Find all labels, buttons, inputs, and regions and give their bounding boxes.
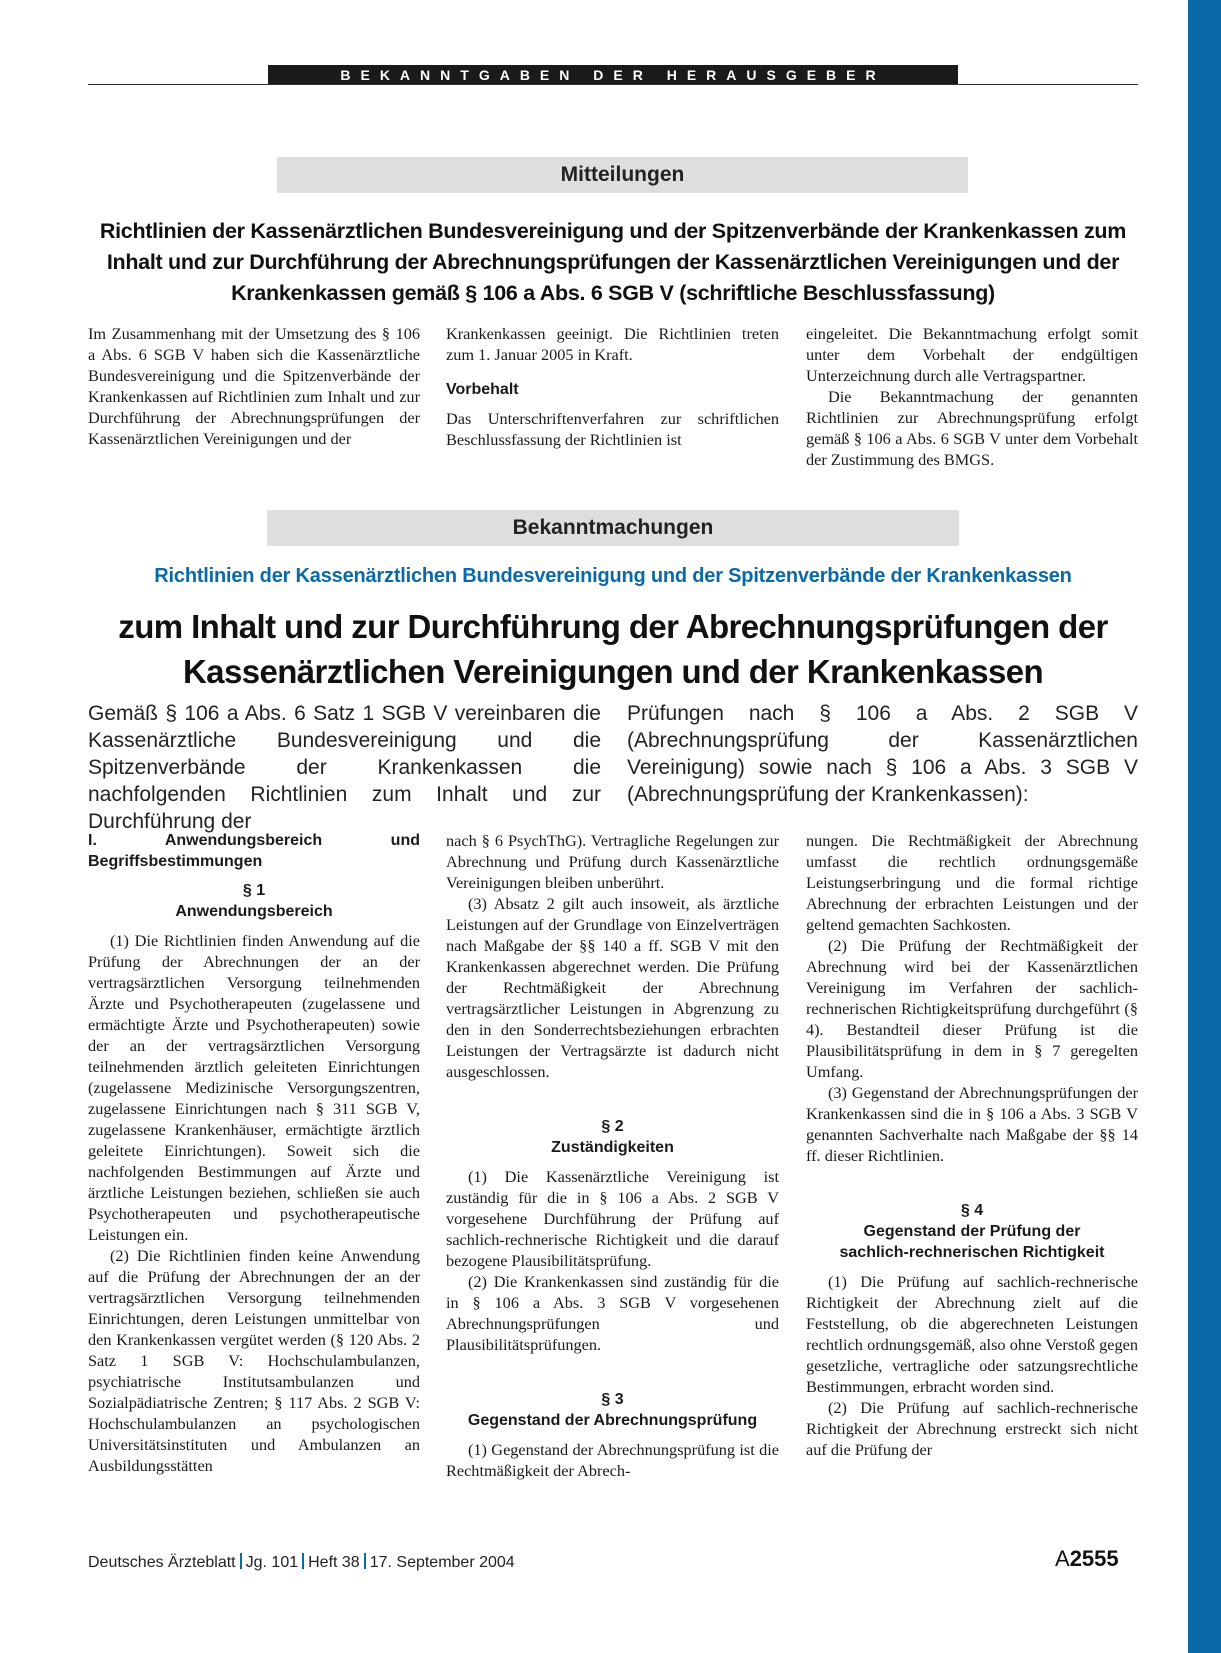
paragraph-3-heading — [446, 1389, 779, 1431]
footer-date: 17. September 2004 — [369, 1554, 515, 1571]
p3-absatz-1: (1) Gegenstand der Abrechnungsprüfung ist die Rechtmäßigkeit der Abrech- — [446, 1440, 779, 1480]
vorbehalt-heading: Vorbehalt — [446, 381, 519, 398]
body-col-2 — [446, 830, 779, 1481]
paragraph-4-title-1: Gegenstand der Prüfung der — [863, 1223, 1081, 1240]
p1-absatz-1: (1) Die Richtlinien finden Anwendung auf die Prüfung der Abrechnungen der an der vertragsärztlichen Versorgung teilnehmenden Ärzte und Psychotherapeuten (zugelassene und ermächtigte Ärzte und Psychotherapeuten) sowie der an der vertragsärztlichen Versorgung teilnehmenden ärztlich geleiteten Einrichtungen (zugelassene Medizinische Versorgungszentren, zugelassene Einrichtungen nach § 311 SGB V, zugelassene Krankenhäuser, ermächtigte ärztlich geleitete Einrichtungen). Soweit sich die nachfolgenden Bestimmungen auf Ärzte und ärztliche Leistungen beziehen, schließen sie auch Psychotherapeuten und psychotherapeutische Leistungen ein. — [88, 931, 420, 1244]
header-rule — [88, 84, 1138, 85]
footer-journal: Deutsches Ärzteblatt — [88, 1554, 236, 1571]
paragraph-3-title: Gegenstand der Abrechnungsprüfung — [467, 1412, 758, 1429]
title-line-1: zum Inhalt und zur Durchführung der Abrechnungsprüfungen der — [118, 608, 1108, 645]
bekanntmachungen-title — [88, 604, 1138, 694]
p1-absatz-2: (2) Die Richtlinien finden keine Anwendung auf die Prüfung der Abrechnungen der an der vertragsärztlichen Versorgung teilnehmenden Einrichtungen, deren Leistungen unmittelbar von den Krankenkassen vergütet werden (§ 120 Abs. 2 Satz 1 SGB V: Hochschulambulanzen, psychiatrische Institutsambulanzen und Sozialpädiatrische Zentren; § 117 Abs. 2 SGB V: Hochschulambulanzen an psychologischen Universitätsinstituten und Ambulanzen an Ausbildungsstätten — [88, 1246, 420, 1475]
body-col-3 — [806, 830, 1138, 1460]
section-heading-I: I. Anwendungsbereich und Begriffsbestimmungen — [88, 832, 420, 870]
mitteilungen-text-3b: Die Bekanntmachung der genannten Richtlinien zur Abrechnungsprüfung erfolgt gemäß § 106 a Abs. 6 SGB V unter dem Vorbehalt der Zustimmung des BMGS. — [806, 387, 1138, 469]
title-line-2: Kassenärztlichen Vereinigungen und der Krankenkassen — [182, 653, 1044, 690]
mitteilungen-col-3 — [806, 323, 1138, 470]
footer-separator — [302, 1553, 304, 1569]
footer-separator — [364, 1553, 366, 1569]
section-header-band: BEKANNTGABEN DER HERAUSGEBER — [268, 65, 958, 85]
paragraph-2-heading — [446, 1116, 779, 1158]
paragraph-2-number: § 2 — [601, 1118, 624, 1135]
lead-right: Prüfungen nach § 106 a Abs. 2 SGB V (Abrechnungsprüfung der Kassenärztlichen Vereinigung) sowie nach § 106 a Abs. 3 SGB V (Abrechnungsprüfung der Krankenkassen): — [627, 702, 1138, 806]
p4-absatz-1: (1) Die Prüfung auf sachlich-rechnerische Richtigkeit der Abrechnung zielt auf die Feststellung, ob die abgerechneten Leistungen rechtlich ordnungsgemäß, also ohne Verstoß gegen gesetzliche, vertragliche oder satzungsrechtliche Bestimmungen, erbracht worden sind. — [806, 1272, 1138, 1396]
page-number-value: 2555 — [1069, 1546, 1119, 1571]
footer-separator — [240, 1553, 242, 1569]
sidebar-accent-bar — [1188, 0, 1221, 1653]
mitteilungen-text-2: Krankenkassen geeinigt. Die Richtlinien treten zum 1. Januar 2005 in Kraft. — [446, 324, 779, 364]
footer-citation — [88, 1553, 515, 1572]
page-number — [1055, 1546, 1119, 1572]
p3-absatz-1-cont: nungen. Die Rechtmäßigkeit der Abrechnung umfasst die rechtlich ordnungsgemäße Leistungserbringung und die formal richtige Abrechnung der erbrachten Leistungen und der geltend gemachten Sachkosten. — [806, 831, 1138, 934]
p4-absatz-2: (2) Die Prüfung auf sachlich-rechnerische Richtigkeit der Abrechnung erstreckt sich nicht auf die Prüfung der — [806, 1398, 1138, 1459]
page-prefix: A — [1055, 1546, 1070, 1571]
bekanntmachungen-band: Bekanntmachungen — [267, 510, 959, 546]
p2-absatz-2: (2) Die Krankenkassen sind zuständig für die in § 106 a Abs. 3 SGB V vorgesehenen Abrechnungsprüfungen und Plausibilitätsprüfungen. — [446, 1272, 779, 1354]
p2-absatz-1: (1) Die Kassenärztliche Vereinigung ist zuständig für die in § 106 a Abs. 2 SGB V vorgesehene Durchführung der Prüfung auf sachlich-rechnerische Richtigkeit und die darauf bezogene Plausibilitätsprüfung. — [446, 1167, 779, 1270]
p3-absatz-2: (2) Die Prüfung der Rechtmäßigkeit der Abrechnung wird bei der Kassenärztlichen Vereinigung im Verfahren der sachlich-rechnerischen Richtigkeitsprüfung durchgeführt (§ 4). Bestandteil dieser Prüfung ist die Plausibilitätsprüfung in dem in § 7 geregelten Umfang. — [806, 936, 1138, 1081]
paragraph-4-heading — [806, 1200, 1138, 1263]
lead-left: Gemäß § 106 a Abs. 6 Satz 1 SGB V vereinbaren die Kassenärztliche Bundesvereinigung und die Spitzenverbände der Krankenkassen die nachfolgenden Richtlinien zum Inhalt und zur Durchführung der — [88, 702, 601, 833]
footer-issue: Heft 38 — [308, 1554, 360, 1571]
paragraph-1-heading — [88, 880, 420, 922]
bekanntmachungen-subtitle: Richtlinien der Kassenärztlichen Bundesvereinigung und der Spitzenverbände der Krankenkassen — [154, 565, 1072, 587]
mitteilungen-col-1 — [88, 323, 420, 449]
mitteilungen-text-3a: eingeleitet. Die Bekanntmachung erfolgt somit unter dem Vorbehalt der endgültigen Unterzeichnung durch alle Vertragspartner. — [806, 324, 1138, 385]
p3-absatz-3: (3) Gegenstand der Abrechnungsprüfungen der Krankenkassen sind die in § 106 a Abs. 3 SGB V genannten Sachverhalte nach Maßgabe der §§ 14 ff. dieser Richtlinien. — [806, 1083, 1138, 1165]
body-col-1 — [88, 830, 420, 1476]
mitteilungen-title: Richtlinien der Kassenärztlichen Bundesvereinigung und der Spitzenverbände der Krankenkassen zum Inhalt und zur Durchführung der Abrechnungsprüfungen der Kassenärztlichen Vereinigungen und der Krankenkassen gemäß § 106 a Abs. 6 SGB V (schriftliche Beschlussfassung) — [99, 219, 1127, 305]
p1-absatz-2-cont: nach § 6 PsychThG). Vertragliche Regelungen zur Abrechnung und Prüfung durch Kassenärztliche Vereinigungen bleiben unberührt. — [446, 831, 779, 892]
p1-absatz-3: (3) Absatz 2 gilt auch insoweit, als ärztliche Leistungen auf der Grundlage von Einzelverträgen nach Maßgabe der §§ 140 a ff. SGB V mit den Krankenkassen abgerechnet werden. Die Prüfung der Rechtmäßigkeit der Abrechnung vertragsärztlicher Leistungen in Abgrenzung zu den in den Sonderrechtsbeziehungen erbrachten Leistungen der Vertragsärzte ist dadurch nicht ausgeschlossen. — [446, 894, 779, 1081]
mitteilungen-col-2 — [446, 323, 779, 450]
paragraph-1-title: Anwendungsbereich — [175, 903, 333, 920]
paragraph-4-number: § 4 — [960, 1202, 984, 1219]
mitteilungen-text-1: Im Zusammenhang mit der Umsetzung des § 106 a Abs. 6 SGB V haben sich die Kassenärztliche Bundesvereinigung und die Spitzenverbände der Krankenkassen auf Richtlinien zum Inhalt und zur Durchführung der Abrechnungsprüfungen der Kassenärztlichen Vereinigungen und der — [88, 324, 420, 448]
paragraph-1-number: § 1 — [242, 882, 266, 899]
paragraph-3-number: § 3 — [601, 1391, 624, 1408]
footer-volume: Jg. 101 — [245, 1554, 299, 1571]
mitteilungen-band: Mitteilungen — [277, 157, 968, 193]
paragraph-2-title: Zuständigkeiten — [551, 1139, 674, 1156]
mitteilungen-text-2b: Das Unterschriftenverfahren zur schriftlichen Beschlussfassung der Richtlinien ist — [446, 409, 779, 449]
paragraph-4-title-2: sachlich-rechnerischen Richtigkeit — [839, 1244, 1105, 1261]
